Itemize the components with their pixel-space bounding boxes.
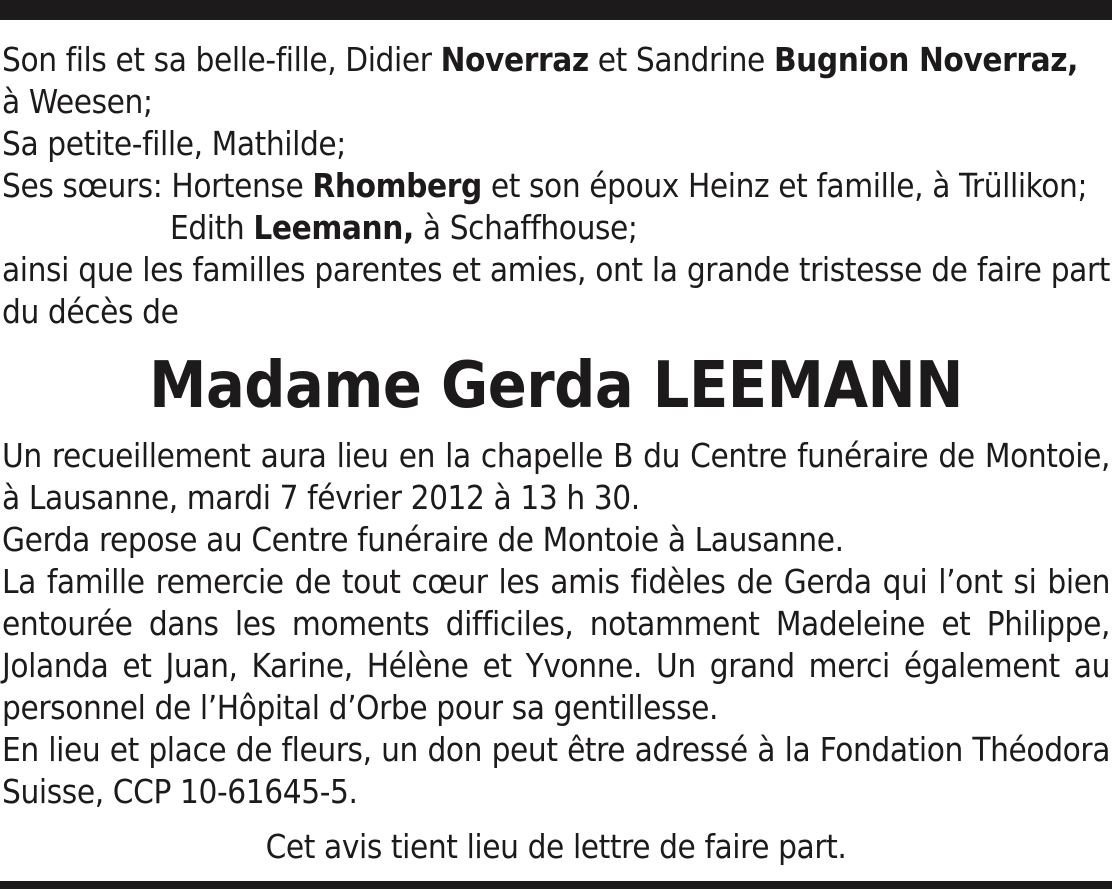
announcement-text: ainsi que les familles parentes et amies, ont la grande tristesse de faire part du décès de xyxy=(2,250,1110,331)
sister2-rest: à Schaffhouse; xyxy=(413,208,638,247)
sister1-line xyxy=(2,165,1110,207)
ceremony-text: Un recueillement aura lieu en la chapelle B du Centre funéraire de Montoie, à Lausanne, mardi 7 février 2012 à 13 h 30. xyxy=(2,436,1110,517)
bottom-rule xyxy=(0,881,1112,889)
closing-note: Cet avis tient lieu de lettre de faire part. xyxy=(265,827,847,866)
sisters-prefix: Ses sœurs: Hortense xyxy=(2,166,313,205)
resting-text: Gerda repose au Centre funéraire de Montoie à Lausanne. xyxy=(2,520,844,559)
sister2-surname: Leemann, xyxy=(253,208,414,247)
sister2-line xyxy=(2,207,1110,249)
son-prefix: Son fils et sa belle-fille, Didier xyxy=(2,40,441,79)
son-mid: et Sandrine xyxy=(588,40,774,79)
son-location: à Weesen; xyxy=(2,82,153,121)
sister1-rest: et son époux Heinz et famille, à Trüllikon; xyxy=(481,166,1088,205)
family-block xyxy=(2,39,1110,333)
sister1-surname: Rhomberg xyxy=(312,166,482,205)
granddaughter-line: Sa petite-fille, Mathilde; xyxy=(2,124,346,163)
top-rule xyxy=(0,0,1112,20)
deceased-name: Madame Gerda LEEMANN xyxy=(149,349,963,423)
sister2-firstname: Edith xyxy=(170,208,254,247)
daughter-in-law-surname: Bugnion Noverraz, xyxy=(773,40,1078,79)
thanks-text: La famille remercie de tout cœur les amis fidèles de Gerda qui l’ont si bien entourée dans les moments difficiles, notamment Madeleine et Philippe, Jolanda et Juan, Karine, Hélène et Yvonne. Un grand merci également au personnel de l’Hôpital d’Orbe pour sa gentillesse. xyxy=(2,562,1110,727)
donation-text: En lieu et place de fleurs, un don peut être adressé à la Fondation Théodora Suisse, CCP 10-61645-5. xyxy=(2,730,1110,811)
details-block xyxy=(2,435,1110,813)
son-line xyxy=(2,39,1110,81)
son-surname: Noverraz xyxy=(440,40,589,79)
